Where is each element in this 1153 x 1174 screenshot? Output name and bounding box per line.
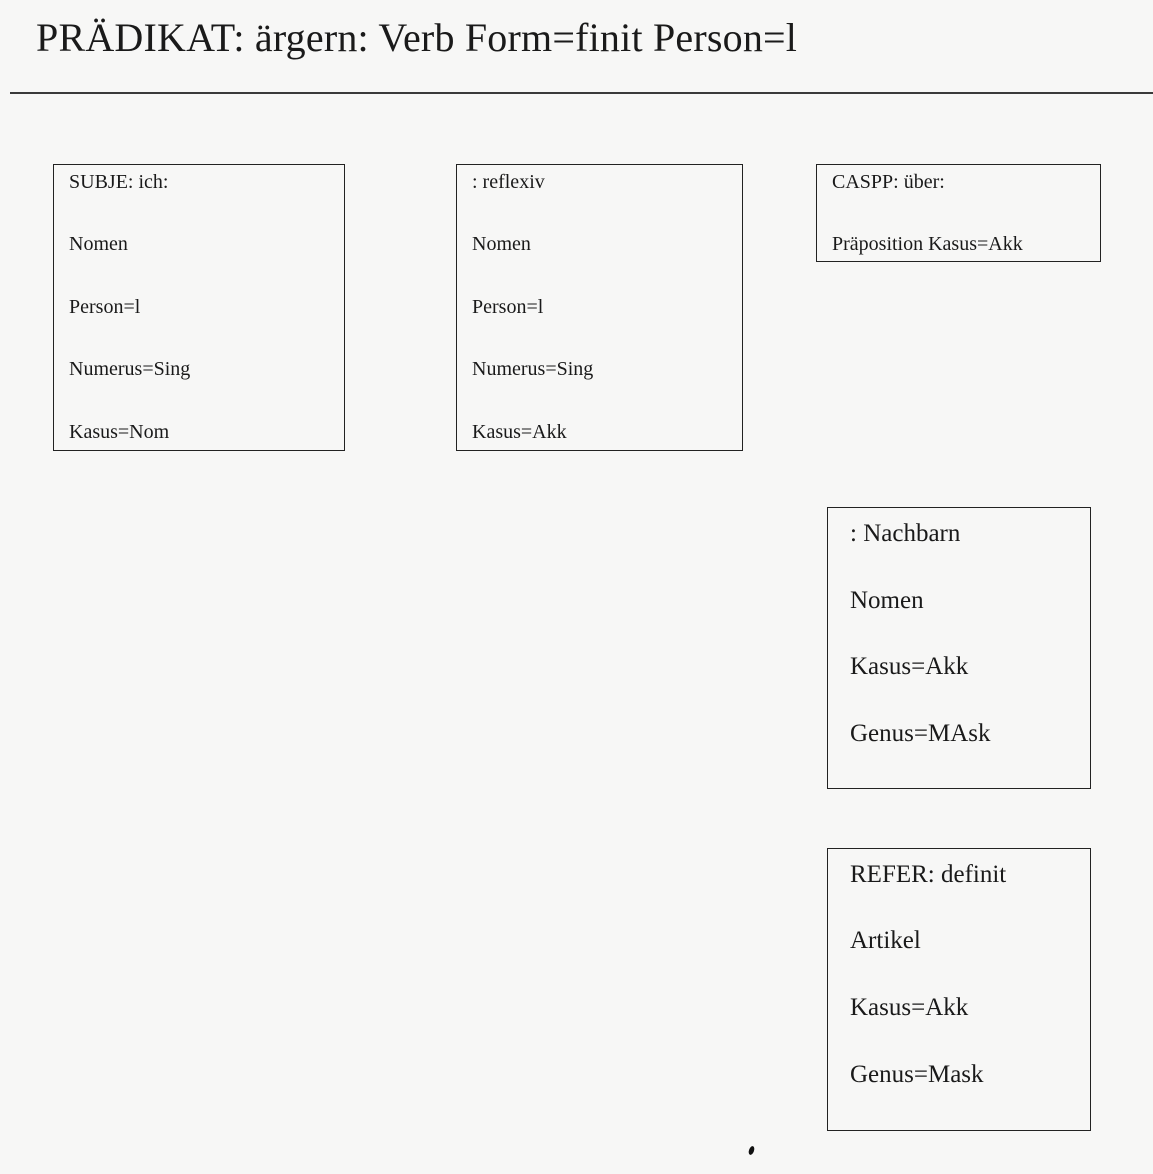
subject-box-title: SUBJE: ich: xyxy=(69,171,169,193)
subject-box-person: Person=l xyxy=(69,296,141,318)
case-prep-phrase-title: CASPP: über: xyxy=(832,171,945,193)
noun-box-kasus: Kasus=Akk xyxy=(850,653,969,680)
case-prep-phrase-box xyxy=(816,164,1101,262)
case-prep-phrase-features: Präposition Kasus=Akk xyxy=(832,233,1023,255)
reflexive-box xyxy=(456,164,743,451)
subject-box-wordclass: Nomen xyxy=(69,233,128,255)
article-box-kasus: Kasus=Akk xyxy=(850,994,969,1021)
noun-box-title: : Nachbarn xyxy=(850,520,961,547)
article-box-wordclass: Artikel xyxy=(850,927,921,954)
subject-box-numerus: Numerus=Sing xyxy=(69,358,191,380)
noun-nachbarn-box xyxy=(827,507,1091,789)
noun-box-genus: Genus=MAsk xyxy=(850,720,991,747)
header-divider xyxy=(10,92,1153,94)
subject-box-kasus: Kasus=Nom xyxy=(69,421,170,443)
article-box-genus: Genus=Mask xyxy=(850,1061,984,1088)
subject-box xyxy=(53,164,345,451)
reflexive-box-numerus: Numerus=Sing xyxy=(472,358,594,380)
reflexive-box-person: Person=l xyxy=(472,296,544,318)
reflexive-box-title: : reflexiv xyxy=(472,171,545,193)
predicate-heading: PRÄDIKAT: ärgern: Verb Form=finit Person=l xyxy=(36,15,798,60)
noun-box-wordclass: Nomen xyxy=(850,587,924,614)
article-refer-box xyxy=(827,848,1091,1131)
article-box-title: REFER: definit xyxy=(850,861,1007,888)
reflexive-box-kasus: Kasus=Akk xyxy=(472,421,567,443)
ink-speck xyxy=(748,1145,756,1155)
reflexive-box-wordclass: Nomen xyxy=(472,233,531,255)
